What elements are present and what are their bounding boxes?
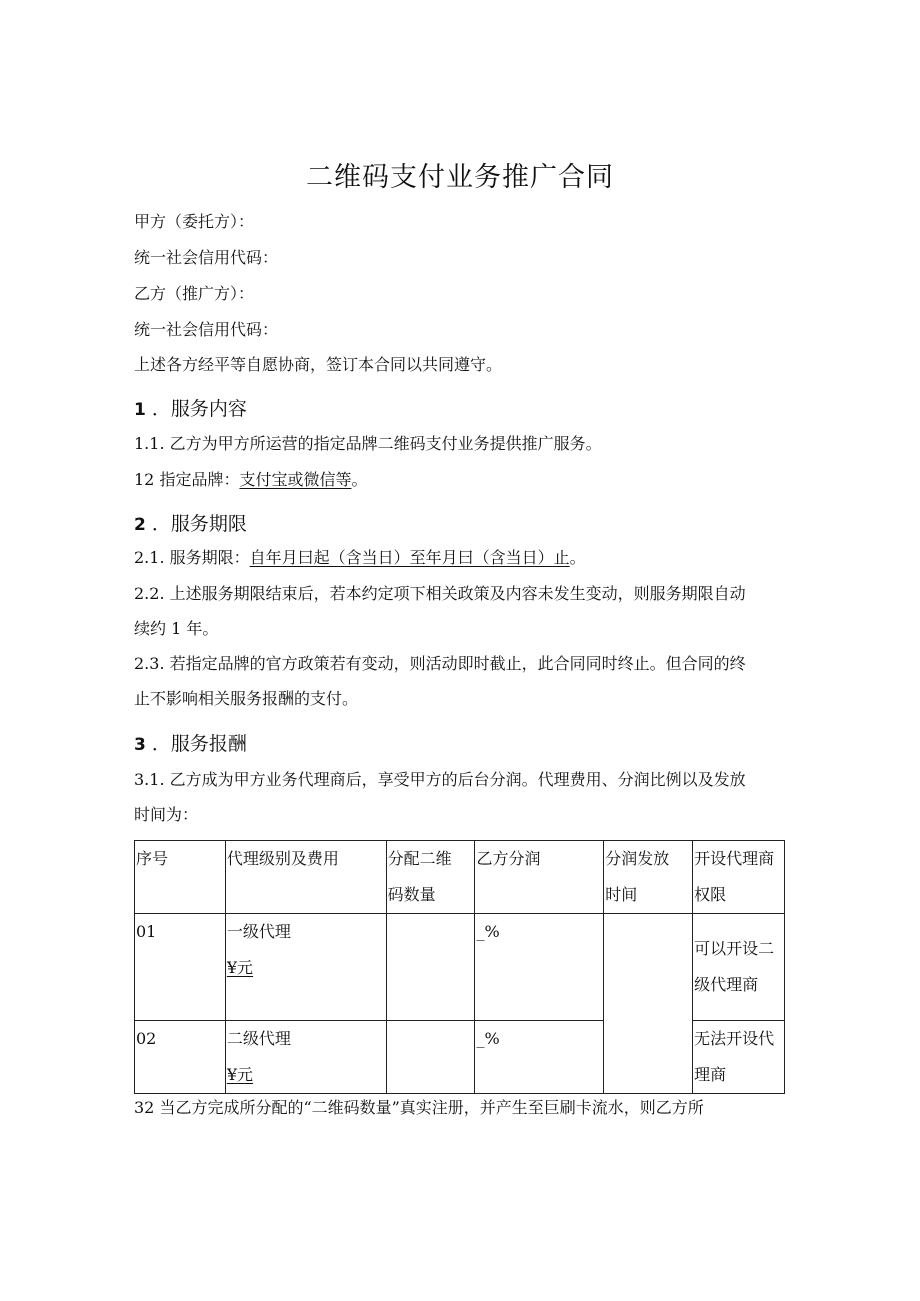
- table-header-row: [135, 841, 785, 914]
- row-2-seq: 02: [136, 1029, 157, 1048]
- header-auth-line-2: 权限: [694, 885, 727, 904]
- clause-3-1-line-2: 时间为：: [134, 805, 199, 824]
- row-1-seq: 01: [136, 922, 157, 941]
- cell-auth: [693, 914, 785, 1021]
- row-2-level: 二级代理: [226, 1029, 291, 1048]
- clause-2-1: [134, 546, 586, 570]
- row-2-fee: ¥元: [226, 1065, 254, 1084]
- clause-2-1-suffix: 。: [569, 548, 586, 567]
- clause-1-2-prefix: 12 指定品牌：: [134, 470, 240, 489]
- clause-2-3-line-2: 止不影响相关服务报酬的支付。: [134, 689, 359, 708]
- row-1-auth-line-2: 级代理商: [694, 975, 759, 994]
- section-3-heading: [134, 730, 247, 759]
- cell-auth: [693, 1021, 785, 1094]
- party-b-credit-code-line: 统一社会信用代码：: [134, 320, 279, 339]
- header-auth-line-1: 开设代理商: [694, 849, 775, 868]
- brand-value: 支付宝或微信等: [239, 470, 352, 489]
- cell-share: [475, 914, 604, 1021]
- section-2-title: ．服务期限: [151, 513, 247, 535]
- service-period-value: 自年月曰起（含当日）至年月曰（含当日）止: [249, 548, 570, 567]
- header-cell: [693, 841, 785, 914]
- header-time-line-2: 时间: [605, 885, 638, 904]
- header-level: 代理级别及费用: [226, 849, 339, 868]
- party-a-credit-code-line: 统一社会信用代码：: [134, 248, 279, 267]
- clause-2-3-line-1: 2.3. 若指定品牌的官方政策若有变动，则活动即时截止，此合同同时终止。但合同的终: [134, 654, 746, 673]
- cell-qty: [386, 1021, 475, 1094]
- clause-1-2: [134, 468, 367, 492]
- table-row: [135, 914, 785, 1021]
- row-2-auth-line-2: 理商: [694, 1065, 727, 1084]
- row-2-auth-line-1: 无法开设代: [694, 1029, 775, 1048]
- clause-1-2-suffix: 。: [351, 470, 368, 489]
- clause-3-2: 32 当乙方完成所分配的“二维码数量”真实注册，并产生至巨刷卡流水，则乙方所: [134, 1098, 704, 1117]
- header-cell: [604, 841, 693, 914]
- agent-compensation-table: [134, 840, 785, 1094]
- section-3-title: ．服务报酬: [151, 733, 247, 755]
- clause-1-1: 1.1. 乙方为甲方所运营的指定品牌二维码支付业务提供推广服务。: [134, 434, 602, 453]
- clause-3-1-line-1: 3.1. 乙方成为甲方业务代理商后，享受甲方的后台分润。代理费用、分润比例以及发放: [134, 770, 746, 789]
- clause-2-1-prefix: 2.1. 服务期限：: [134, 548, 250, 567]
- cell-seq: [135, 1021, 226, 1094]
- row-1-auth-line-1: 可以开设二: [694, 939, 775, 958]
- header-share: 乙方分润: [476, 849, 541, 868]
- header-cell: [225, 841, 386, 914]
- row-2-share: _%: [476, 1029, 500, 1048]
- clause-2-2-line-2: 续约 1 年。: [134, 619, 219, 638]
- cell-level: [225, 914, 386, 1021]
- cell-level: [225, 1021, 386, 1094]
- party-a-line: 甲方（委托方）：: [134, 212, 255, 231]
- section-1-heading: [134, 395, 247, 424]
- header-qty-line-1: 分配二维: [387, 849, 452, 868]
- cell-seq: [135, 914, 226, 1021]
- section-2-number: 2: [134, 515, 146, 535]
- row-1-fee: ¥元: [226, 958, 254, 977]
- section-1-number: 1: [134, 400, 146, 420]
- cell-qty: [386, 914, 475, 1021]
- header-qty-line-2: 码数量: [387, 885, 436, 904]
- section-1-title: ．服务内容: [151, 398, 247, 420]
- header-cell: [135, 841, 226, 914]
- preamble: 上述各方经平等自愿协商，签订本合同以共同遵守。: [134, 355, 503, 374]
- party-b-line: 乙方（推广方）：: [134, 284, 255, 303]
- header-seq: 序号: [136, 849, 169, 868]
- section-3-number: 3: [134, 735, 146, 755]
- document-title: 二维码支付业务推广合同: [306, 162, 614, 193]
- header-cell: [386, 841, 475, 914]
- row-1-level: 一级代理: [226, 922, 291, 941]
- section-2-heading: [134, 510, 247, 539]
- clause-2-2-line-1: 2.2. 上述服务期限结束后，若本约定项下相关政策及内容未发生变动，则服务期限自动: [134, 584, 746, 603]
- header-time-line-1: 分润发放: [605, 849, 670, 868]
- row-1-share: _%: [476, 922, 500, 941]
- cell-share: [475, 1021, 604, 1094]
- cell-payout-time: [604, 914, 693, 1094]
- header-cell: [475, 841, 604, 914]
